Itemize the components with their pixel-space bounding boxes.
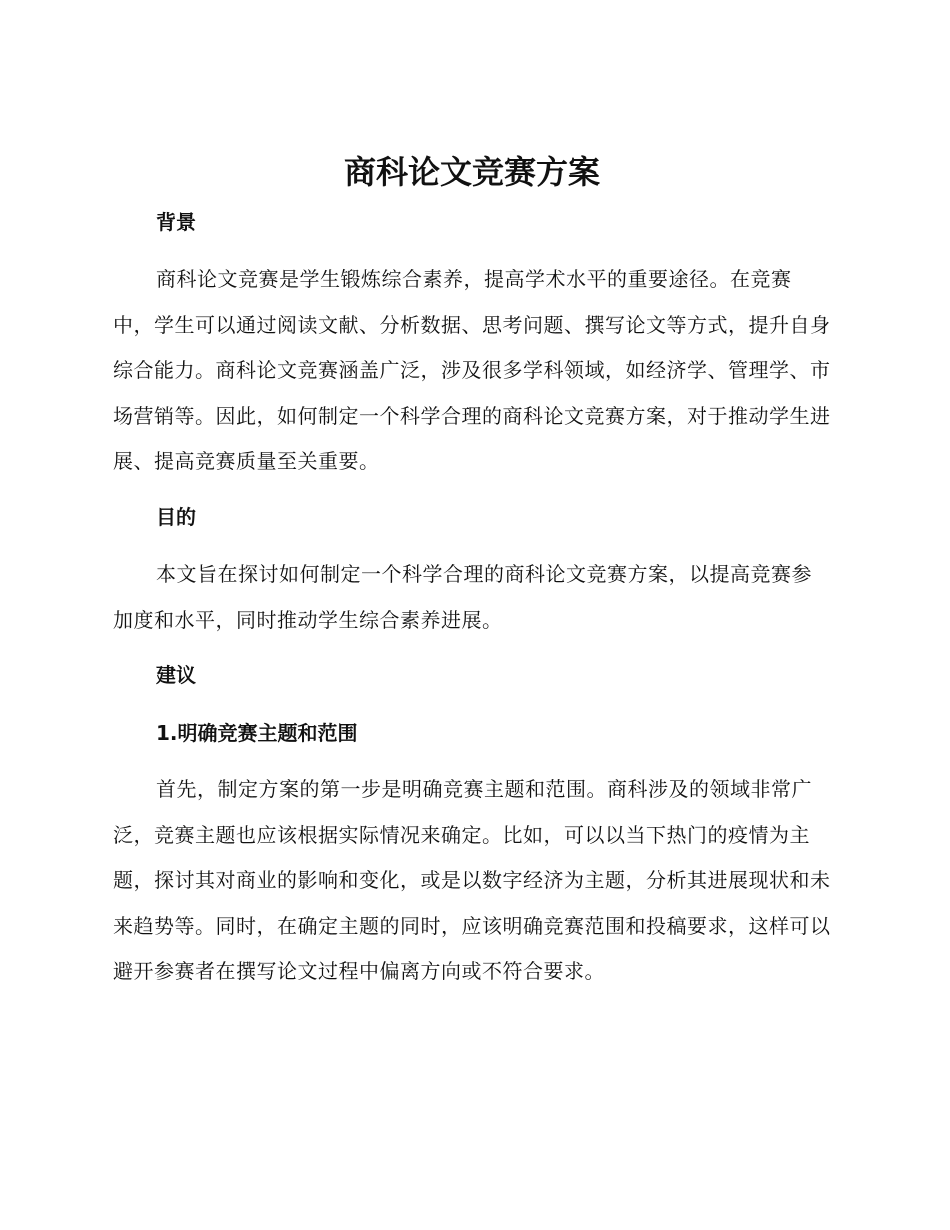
paragraph-purpose: 本文旨在探讨如何制定一个科学合理的商科论文竞赛方案，以提高竞赛参加度和水平，同时推动学生综合素养进展。 [113,562,812,632]
document-title: 商科论文竞赛方案 [343,153,600,191]
paragraph-background: 商科论文竞赛是学生锻炼综合素养，提高学术水平的重要途径。在竞赛中，学生可以通过阅读文献、分析数据、思考问题、撰写论文等方式，提升自身综合能力。商科论文竞赛涵盖广泛，涉及很多学科领域，如经济学、管理学、市场营销等。因此，如何制定一个科学合理的商科论文竞赛方案，对于推动学生进展、提高竞赛质量至关重要。 [113,267,831,473]
section-heading-background: 背景 [156,210,196,234]
paragraph-suggestion-1: 首先，制定方案的第一步是明确竞赛主题和范围。商科涉及的领域非常广泛，竞赛主题也应该根据实际情况来确定。比如，可以以当下热门的疫情为主题，探讨其对商业的影响和变化，或是以数字经济为主题，分析其进展现状和未来趋势等。同时，在确定主题的同时，应该明确竞赛范围和投稿要求，这样可以避开参赛者在撰写论文过程中偏离方向或不符合要求。 [113,777,831,983]
subsection-heading-1: 1.明确竞赛主题和范围 [156,721,358,745]
section-heading-suggestions: 建议 [156,663,196,687]
section-heading-purpose: 目的 [156,505,196,529]
